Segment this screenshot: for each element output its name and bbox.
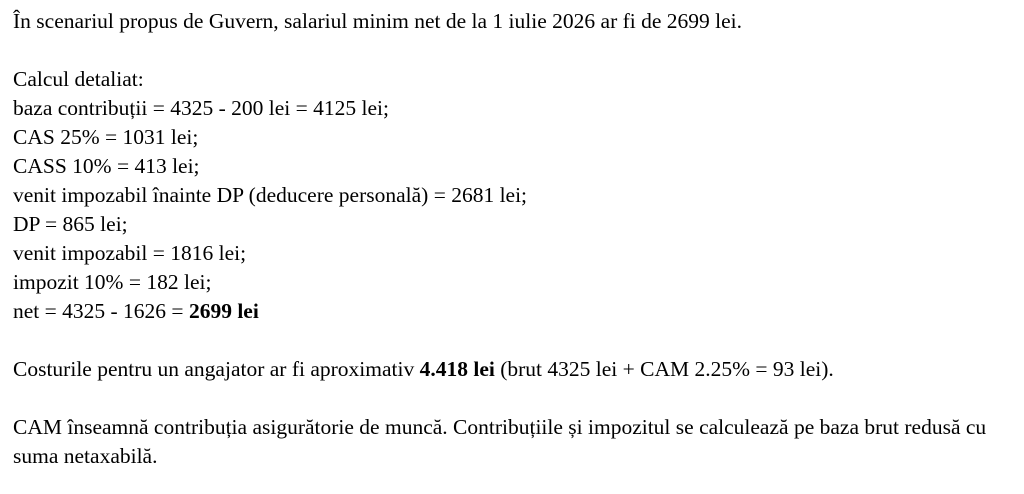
calc-line-dp: DP = 865 lei; xyxy=(13,212,128,236)
calc-heading: Calcul detaliat: xyxy=(13,67,144,91)
employer-cost-value: 4.418 lei xyxy=(419,357,495,381)
calc-line-cas: CAS 25% = 1031 lei; xyxy=(13,125,199,149)
intro-paragraph: În scenariul propus de Guvern, salariul minim net de la 1 iulie 2026 ar fi de 2699 lei. xyxy=(13,9,743,33)
document-body xyxy=(13,7,1013,471)
net-line-text: net = 4325 - 1626 = xyxy=(13,299,189,323)
calc-line-base: baza contribuții = 4325 - 200 lei = 4125 lei; xyxy=(13,96,389,120)
calc-line-cass: CASS 10% = 413 lei; xyxy=(13,154,200,178)
employer-cost-text: Costurile pentru un angajator ar fi aproximativ xyxy=(13,357,420,381)
blank-line xyxy=(13,326,1013,355)
employer-cost-paragraph xyxy=(13,355,1013,384)
blank-line xyxy=(13,384,1013,413)
calc-line-taxable-before-dp: venit impozabil înainte DP (deducere personală) = 2681 lei; xyxy=(13,183,528,207)
cam-note-paragraph: CAM înseamnă contribuția asigurătorie de muncă. Contribuțiile și impozitul se calculează pe baza brut redusă cu suma netaxabilă. xyxy=(13,415,987,468)
net-line-value: 2699 lei xyxy=(188,299,259,323)
blank-line xyxy=(13,36,1013,65)
employer-cost-detail: (brut 4325 lei + CAM 2.25% = 93 lei). xyxy=(494,357,834,381)
calc-line-tax: impozit 10% = 182 lei; xyxy=(13,270,212,294)
calc-line-taxable: venit impozabil = 1816 lei; xyxy=(13,241,247,265)
calc-line-net xyxy=(13,297,1013,326)
